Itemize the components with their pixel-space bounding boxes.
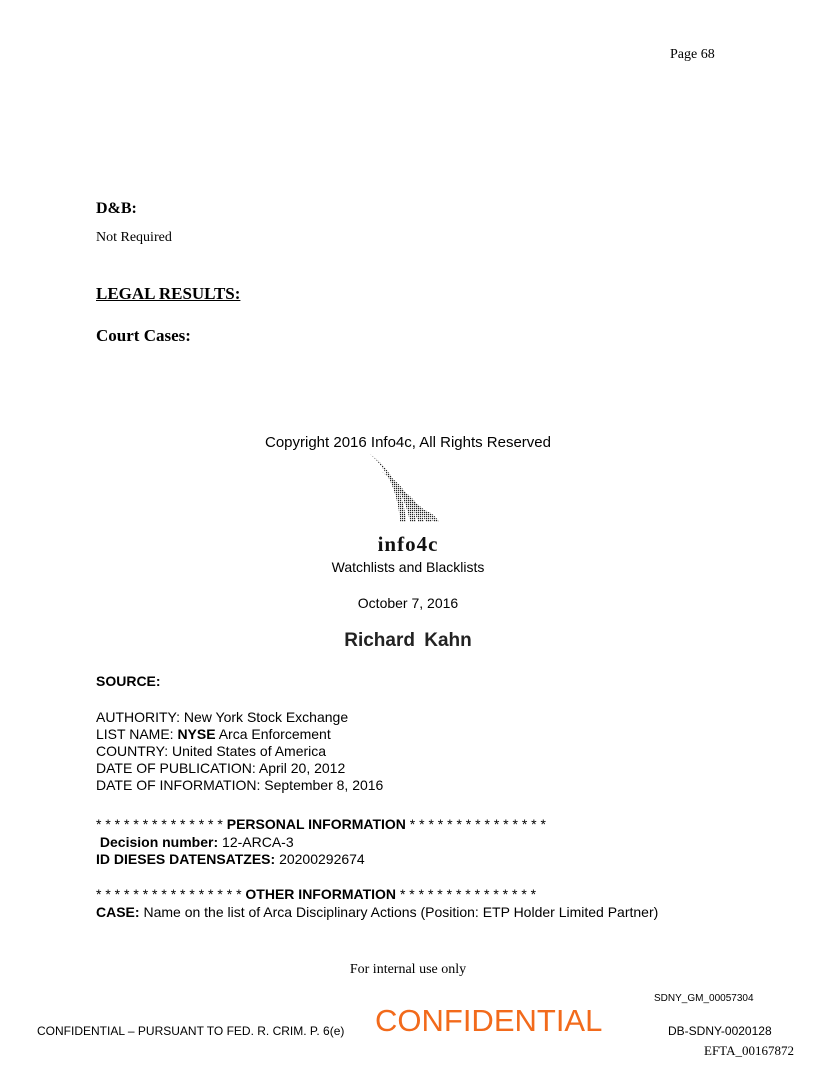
legal-results-heading: LEGAL RESULTS: — [96, 284, 241, 303]
person-name: Richard Kahn — [344, 630, 472, 651]
case-details — [96, 904, 676, 921]
banner-stars-left: * * * * * * * * * * * * * * — [96, 816, 223, 832]
information-date-value: September 8, 2016 — [264, 777, 384, 793]
publication-date-value: April 20, 2012 — [258, 760, 346, 776]
page-number: Page 68 — [670, 47, 715, 62]
case-label: CASE: — [96, 904, 140, 920]
authority-value: New York Stock Exchange — [183, 709, 349, 725]
efta-number: EFTA_00167872 — [704, 1043, 794, 1058]
info4c-logo-icon — [366, 452, 446, 533]
source-details — [96, 709, 383, 794]
copyright-line: Copyright 2016 Info4c, All Rights Reserved — [265, 434, 551, 451]
bates-number-right: DB-SDNY-0020128 — [668, 1024, 772, 1038]
brand-tagline: Watchlists and Blacklists — [331, 559, 485, 575]
other-information-banner — [96, 886, 536, 902]
personal-information-banner — [96, 816, 546, 832]
information-date-label: DATE OF INFORMATION: — [96, 777, 261, 793]
record-id-label: ID DIESES DATENSATZES: — [96, 851, 276, 867]
db-value: Not Required — [96, 230, 172, 245]
personal-details — [96, 834, 365, 868]
case-value: Name on the list of Arca Disciplinary Actions (Position: ETP Holder Limited Partner) — [143, 904, 659, 920]
bates-number-top: SDNY_GM_00057304 — [654, 993, 754, 1004]
footer-confidential-notice: CONFIDENTIAL – PURSUANT TO FED. R. CRIM. P. 6(e) — [37, 1024, 345, 1038]
list-name-bold: NYSE — [177, 726, 216, 742]
banner-stars-left: * * * * * * * * * * * * * * * * — [96, 886, 242, 902]
banner-stars-right: * * * * * * * * * * * * * * * — [409, 816, 546, 832]
country-label: COUNTRY: — [96, 743, 169, 759]
internal-use-notice: For internal use only — [349, 962, 467, 977]
authority-line — [96, 709, 383, 726]
decision-label: Decision number: — [99, 834, 219, 850]
banner-title: OTHER INFORMATION — [245, 886, 397, 902]
confidential-stamp: CONFIDENTIAL — [375, 1003, 603, 1038]
authority-label: AUTHORITY: — [96, 709, 181, 725]
report-date: October 7, 2016 — [357, 595, 459, 611]
brand-name: info4c — [377, 532, 439, 556]
country-line — [96, 743, 383, 760]
publication-date-line — [96, 760, 383, 777]
record-id-line — [96, 851, 365, 868]
banner-title: PERSONAL INFORMATION — [226, 816, 406, 832]
country-value: United States of America — [171, 743, 327, 759]
list-name-rest: Arca Enforcement — [218, 726, 331, 742]
list-name-label: LIST NAME: — [96, 726, 174, 742]
information-date-line — [96, 777, 383, 794]
db-heading: D&B: — [96, 200, 137, 217]
publication-date-label: DATE OF PUBLICATION: — [96, 760, 256, 776]
source-heading: SOURCE: — [96, 673, 161, 689]
decision-value: 12-ARCA-3 — [222, 834, 294, 850]
list-name-line — [96, 726, 383, 743]
court-cases-heading: Court Cases: — [96, 326, 191, 345]
banner-stars-right: * * * * * * * * * * * * * * * — [399, 886, 537, 902]
record-id-value: 20200292674 — [279, 851, 365, 867]
decision-line — [96, 834, 365, 851]
